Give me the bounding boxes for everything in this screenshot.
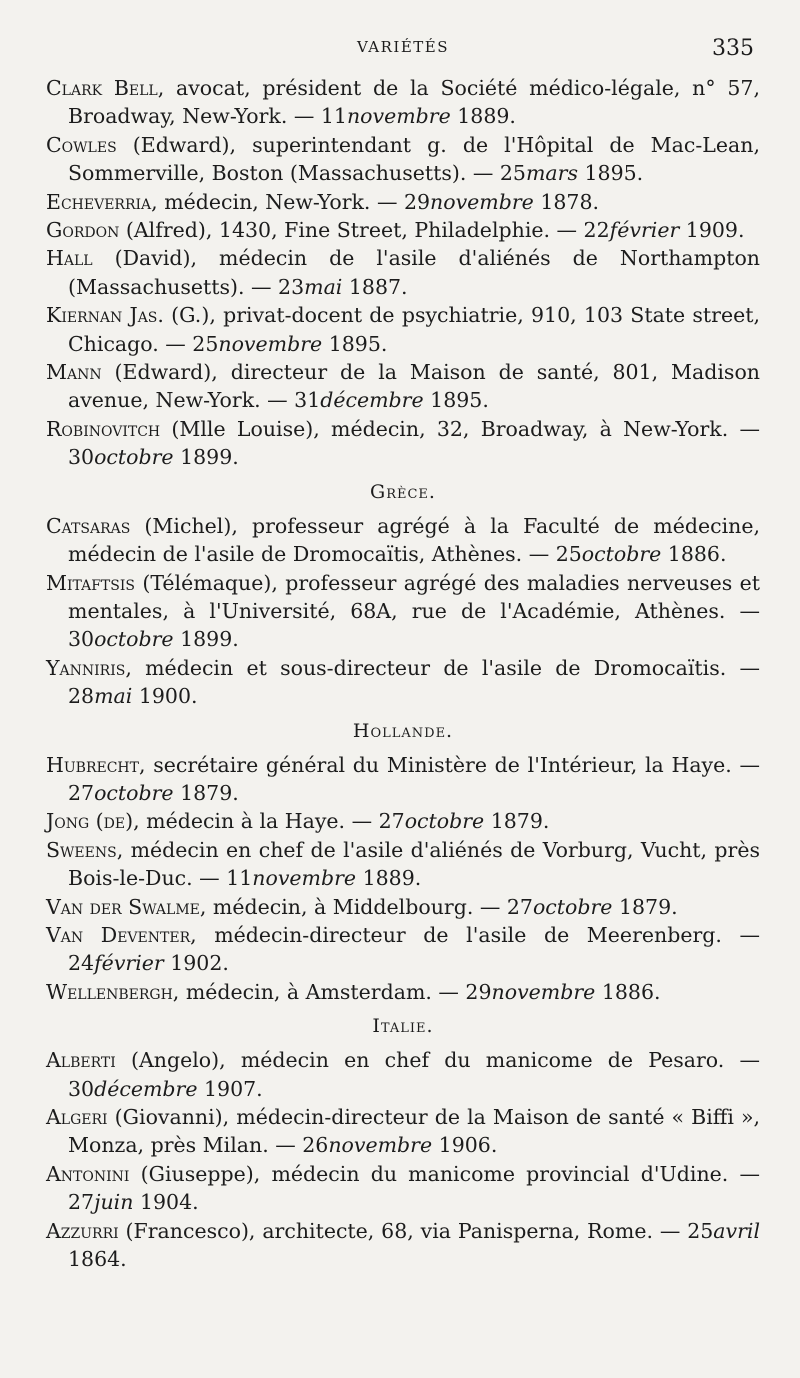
member-details: (Michel), professeur agrégé à la Faculté de médecine, médecin de l'asile de Dromocaïtis, Athènes. — 25 xyxy=(68,513,760,567)
admission-month: octobre xyxy=(94,627,174,652)
admission-year: 1879. xyxy=(490,809,550,834)
member-name: Wellenbergh xyxy=(46,979,173,1004)
admission-month: octobre xyxy=(94,780,174,805)
admission-year: 1879. xyxy=(180,780,239,805)
member-details: (Edward), directeur de la Maison de santé, 801, Madison avenue, New-York. — 31 xyxy=(68,360,760,413)
member-name: Cowles xyxy=(46,132,117,157)
admission-year: 1895. xyxy=(328,331,388,356)
member-name: Azzurri xyxy=(46,1218,119,1243)
member-details: , secrétaire général du Ministère de l'Intérieur, la Haye. — 27 xyxy=(68,752,760,805)
admission-month: février xyxy=(609,218,680,243)
member-name: Sweens xyxy=(46,837,117,862)
admission-month: juin xyxy=(94,1190,134,1215)
member-entry xyxy=(46,1160,760,1217)
admission-month: décembre xyxy=(94,1076,198,1101)
member-details: , médecin, à Amsterdam. — 29 xyxy=(172,979,492,1004)
section-heading: Hollande. xyxy=(352,719,454,742)
member-entry xyxy=(46,301,760,358)
admission-year: 1878. xyxy=(540,189,600,214)
admission-year: 1889. xyxy=(457,104,516,129)
member-entry xyxy=(46,978,760,1006)
admission-year: 1895. xyxy=(430,388,489,413)
member-entry xyxy=(46,921,760,978)
member-name: Clark Bell xyxy=(46,76,158,100)
running-title: VARIÉTÉS xyxy=(356,38,450,56)
member-entry xyxy=(46,1103,760,1160)
admission-year: 1864. xyxy=(68,1247,127,1272)
admission-month: novembre xyxy=(252,866,357,891)
member-name: Van der Swalme xyxy=(46,894,200,919)
member-entry xyxy=(46,751,760,808)
admission-month: octobre xyxy=(94,445,174,470)
admission-month: octobre xyxy=(581,542,662,567)
member-entry xyxy=(46,807,760,835)
admission-year: 1909. xyxy=(685,218,745,243)
member-details: (Edward), superintendant g. de l'Hôpital de Mac-Lean, Sommerville, Boston (Massachusetts). — 25 xyxy=(68,132,760,186)
member-entry xyxy=(46,1046,760,1103)
member-details: , médecin en chef de l'asile d'aliénés de Vorburg, Vucht, près Bois-le-Duc. — 11 xyxy=(68,837,760,891)
member-entry xyxy=(46,893,760,921)
member-entry xyxy=(46,216,760,244)
admission-month: mai xyxy=(304,274,343,299)
admission-year: 1887. xyxy=(348,274,408,299)
admission-month: octobre xyxy=(532,894,613,919)
member-name: Catsaras xyxy=(46,513,131,538)
member-name: Jong (de) xyxy=(46,809,134,834)
admission-month: décembre xyxy=(320,388,424,413)
admission-year: 1879. xyxy=(618,894,678,919)
admission-month: avril xyxy=(713,1218,760,1243)
admission-year: 1886. xyxy=(601,979,661,1004)
member-details: (Giovanni), médecin-directeur de la Maison de santé « Biffi », Monza, près Milan. — 26 xyxy=(68,1105,760,1158)
admission-month: octobre xyxy=(404,809,485,834)
admission-month: novembre xyxy=(430,189,534,214)
member-list xyxy=(46,74,760,1273)
admission-month: novembre xyxy=(346,104,451,129)
member-entry xyxy=(46,74,760,131)
member-name: Kiernan Jas. xyxy=(46,303,164,328)
member-entry xyxy=(46,1217,760,1274)
member-details: (David), médecin de l'asile d'aliénés de Northampton (Massachusetts). — 23 xyxy=(68,246,760,299)
member-details: (Mlle Louise), médecin, 32, Broadway, à New-York. — 30 xyxy=(68,416,760,470)
admission-month: mai xyxy=(94,684,133,709)
admission-year: 1907. xyxy=(204,1076,263,1101)
member-entry xyxy=(46,512,760,569)
member-details: , médecin et sous-directeur de l'asile de Dromocaïtis. — 28 xyxy=(68,655,760,709)
admission-year: 1886. xyxy=(667,542,727,567)
admission-month: novembre xyxy=(218,331,323,356)
section-heading: Italie. xyxy=(372,1015,434,1038)
admission-month: mars xyxy=(525,161,578,186)
admission-month: novembre xyxy=(328,1133,433,1158)
admission-year: 1902. xyxy=(170,951,229,976)
member-entry xyxy=(46,836,760,893)
member-details: (Alfred), 1430, Fine Street, Philadelphie. — 22 xyxy=(119,218,610,243)
page-number: 335 xyxy=(712,36,754,61)
admission-year: 1895. xyxy=(584,161,644,186)
member-name: Antonini xyxy=(46,1161,130,1186)
admission-month: février xyxy=(94,951,164,976)
member-details: (Giuseppe), médecin du manicome provincial d'Udine. — 27 xyxy=(68,1161,760,1215)
member-entry xyxy=(46,569,760,654)
member-name: Algeri xyxy=(46,1105,108,1129)
member-name: Mann xyxy=(46,360,102,385)
member-details: , médecin, New-York. — 29 xyxy=(151,189,431,214)
admission-month: novembre xyxy=(491,979,596,1004)
member-entry xyxy=(46,358,760,415)
member-name: Van Deventer xyxy=(46,922,191,947)
member-name: Hall xyxy=(46,246,93,271)
member-details: (Télémaque), professeur agrégé des maladies nerveuses et mentales, à l'Université, 68A, rue de l'Académie, Athènes. — 30 xyxy=(68,570,760,652)
admission-year: 1906. xyxy=(438,1133,498,1158)
member-details: (G.), privat-docent de psychiatrie, 910, 103 State street, Chicago. — 25 xyxy=(68,303,760,356)
admission-year: 1899. xyxy=(180,627,239,652)
admission-year: 1889. xyxy=(362,866,422,891)
member-details: (Angelo), médecin en chef du manicome de Pesaro. — 30 xyxy=(68,1048,760,1101)
member-details: (Francesco), architecte, 68, via Panisperna, Rome. — 25 xyxy=(118,1218,714,1243)
member-name: Hubrecht xyxy=(46,752,139,777)
member-name: Alberti xyxy=(46,1048,116,1073)
member-entry xyxy=(46,244,760,301)
member-name: Yanniris xyxy=(46,655,126,680)
member-details: , médecin-directeur de l'asile de Meerenberg. — 24 xyxy=(68,922,760,976)
member-name: Robinovitch xyxy=(46,416,161,441)
admission-year: 1899. xyxy=(180,445,239,470)
member-entry xyxy=(46,415,760,472)
member-entry xyxy=(46,188,760,216)
running-header xyxy=(46,30,760,74)
member-name: Gordon xyxy=(46,218,120,243)
member-details: , médecin à la Haye. — 27 xyxy=(133,809,405,834)
section-heading: Grèce. xyxy=(370,480,436,503)
member-name: Echeverria xyxy=(46,189,152,214)
member-name: Mitaftsis xyxy=(46,570,135,595)
member-entry xyxy=(46,131,760,188)
admission-year: 1900. xyxy=(138,684,198,709)
member-details: , médecin, à Middelbourg. — 27 xyxy=(199,894,533,919)
member-details: , avocat, président de la Société médico-légale, n° 57, Broadway, New-York. — 11 xyxy=(68,76,760,129)
member-entry xyxy=(46,654,760,711)
admission-year: 1904. xyxy=(139,1190,199,1215)
